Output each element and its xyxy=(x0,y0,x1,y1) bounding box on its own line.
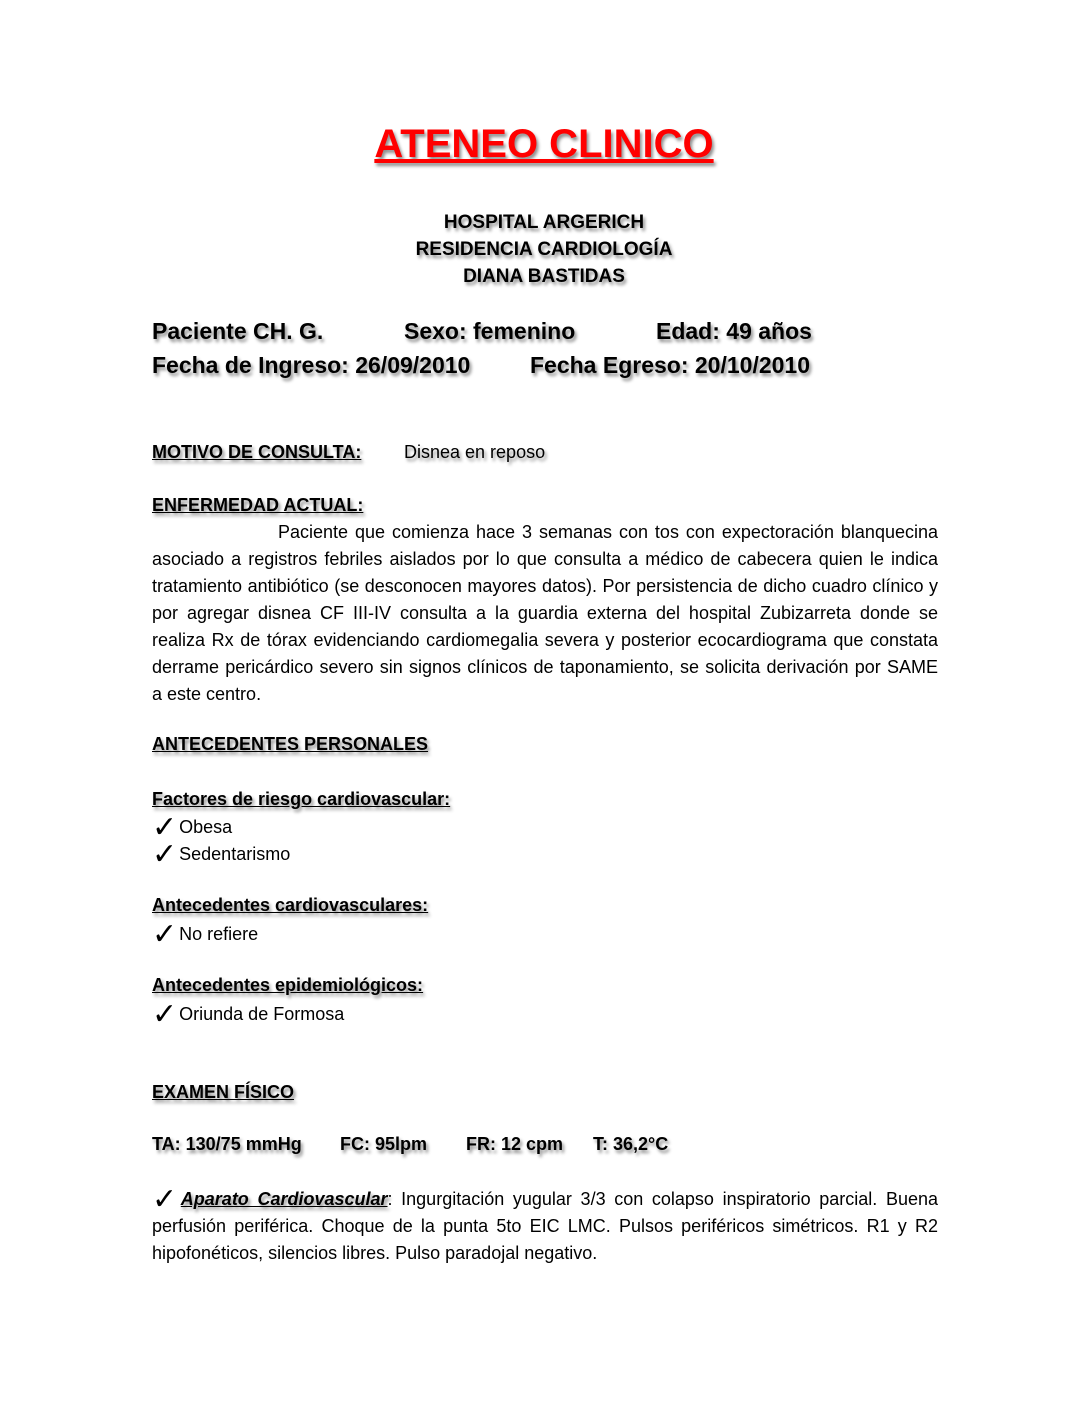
epi-label: Antecedentes epidemiológicos: xyxy=(152,975,424,995)
discharge-date: Fecha Egreso: 20/10/2010 xyxy=(530,352,810,378)
motivo-value: Disnea en reposo xyxy=(404,442,546,462)
hospital-name: HOSPITAL ARGERICH xyxy=(443,212,645,233)
riesgo-label: Factores de riesgo cardiovascular: xyxy=(152,789,451,809)
vital-ta: TA: 130/75 mmHg xyxy=(152,1134,302,1154)
author-name: DIANA BASTIDAS xyxy=(463,266,625,287)
cardio-label: Antecedentes cardiovasculares: xyxy=(152,895,429,915)
cv-paragraph xyxy=(152,1182,938,1267)
vital-t: T: 36,2°C xyxy=(593,1134,669,1154)
page-title: ATENEO CLINICO xyxy=(374,122,714,166)
list-item: ✓ Obesa xyxy=(152,810,233,845)
check-mark-icon: ✓ xyxy=(152,917,178,952)
enfermedad-text xyxy=(152,519,938,708)
vital-fc: FC: 95lpm xyxy=(340,1134,428,1154)
check-mark-icon: ✓ xyxy=(152,837,178,872)
list-item: ✓ No refiere xyxy=(152,917,259,952)
patient-age: Edad: 49 años xyxy=(656,318,812,344)
patient-name: Paciente CH. G. xyxy=(152,318,324,344)
patient-sex: Sexo: femenino xyxy=(404,318,576,344)
examen-label: EXAMEN FÍSICO xyxy=(152,1082,295,1102)
enfermedad-paragraph: Paciente que comienza hace 3 semanas con tos con expectoración blanquecina asociado a registros febriles aislados por lo que consulta a médico de cabecera quien le indica tratamiento antibiótico (se desconocen mayores datos). Por persistencia de dicho cuadro clínico y por agregar disnea CF III-IV consulta a la guardia externa del hospital Zubizarreta donde se realiza Rx de tórax evidenciando cardiomegalia severa y posterior ecocardiograma que constata derrame pericárdico severo sin signos clínicos de taponamiento, se solicita derivación por SAME a este centro. xyxy=(152,522,938,704)
check-mark-icon: ✓ xyxy=(152,810,178,845)
motivo-label: MOTIVO DE CONSULTA: xyxy=(152,442,362,462)
admission-date: Fecha de Ingreso: 26/09/2010 xyxy=(152,352,471,378)
cv-label: Aparato Cardiovascular xyxy=(180,1189,388,1209)
cv-text: : Ingurgitación yugular 3/3 con colapso inspiratorio parcial. Buena perfusión periférica. Choque de la punta 5to EIC LMC. Pulsos periféricos simétricos. R1 y R2 hipofonéticos, silencios libres. Pulso paradojal negativo. xyxy=(152,1189,938,1263)
enfermedad-label: ENFERMEDAD ACTUAL: xyxy=(152,495,364,515)
list-item: ✓ Sedentarismo xyxy=(152,837,291,872)
check-mark-icon: ✓ xyxy=(152,1182,181,1217)
vital-fr: FR: 12 cpm xyxy=(466,1134,564,1154)
antecedentes-label: ANTECEDENTES PERSONALES xyxy=(152,734,429,754)
check-mark-icon: ✓ xyxy=(152,997,178,1032)
residency-name: RESIDENCIA CARDIOLOGÍA xyxy=(415,239,673,260)
list-item: ✓ Oriunda de Formosa xyxy=(152,997,345,1032)
